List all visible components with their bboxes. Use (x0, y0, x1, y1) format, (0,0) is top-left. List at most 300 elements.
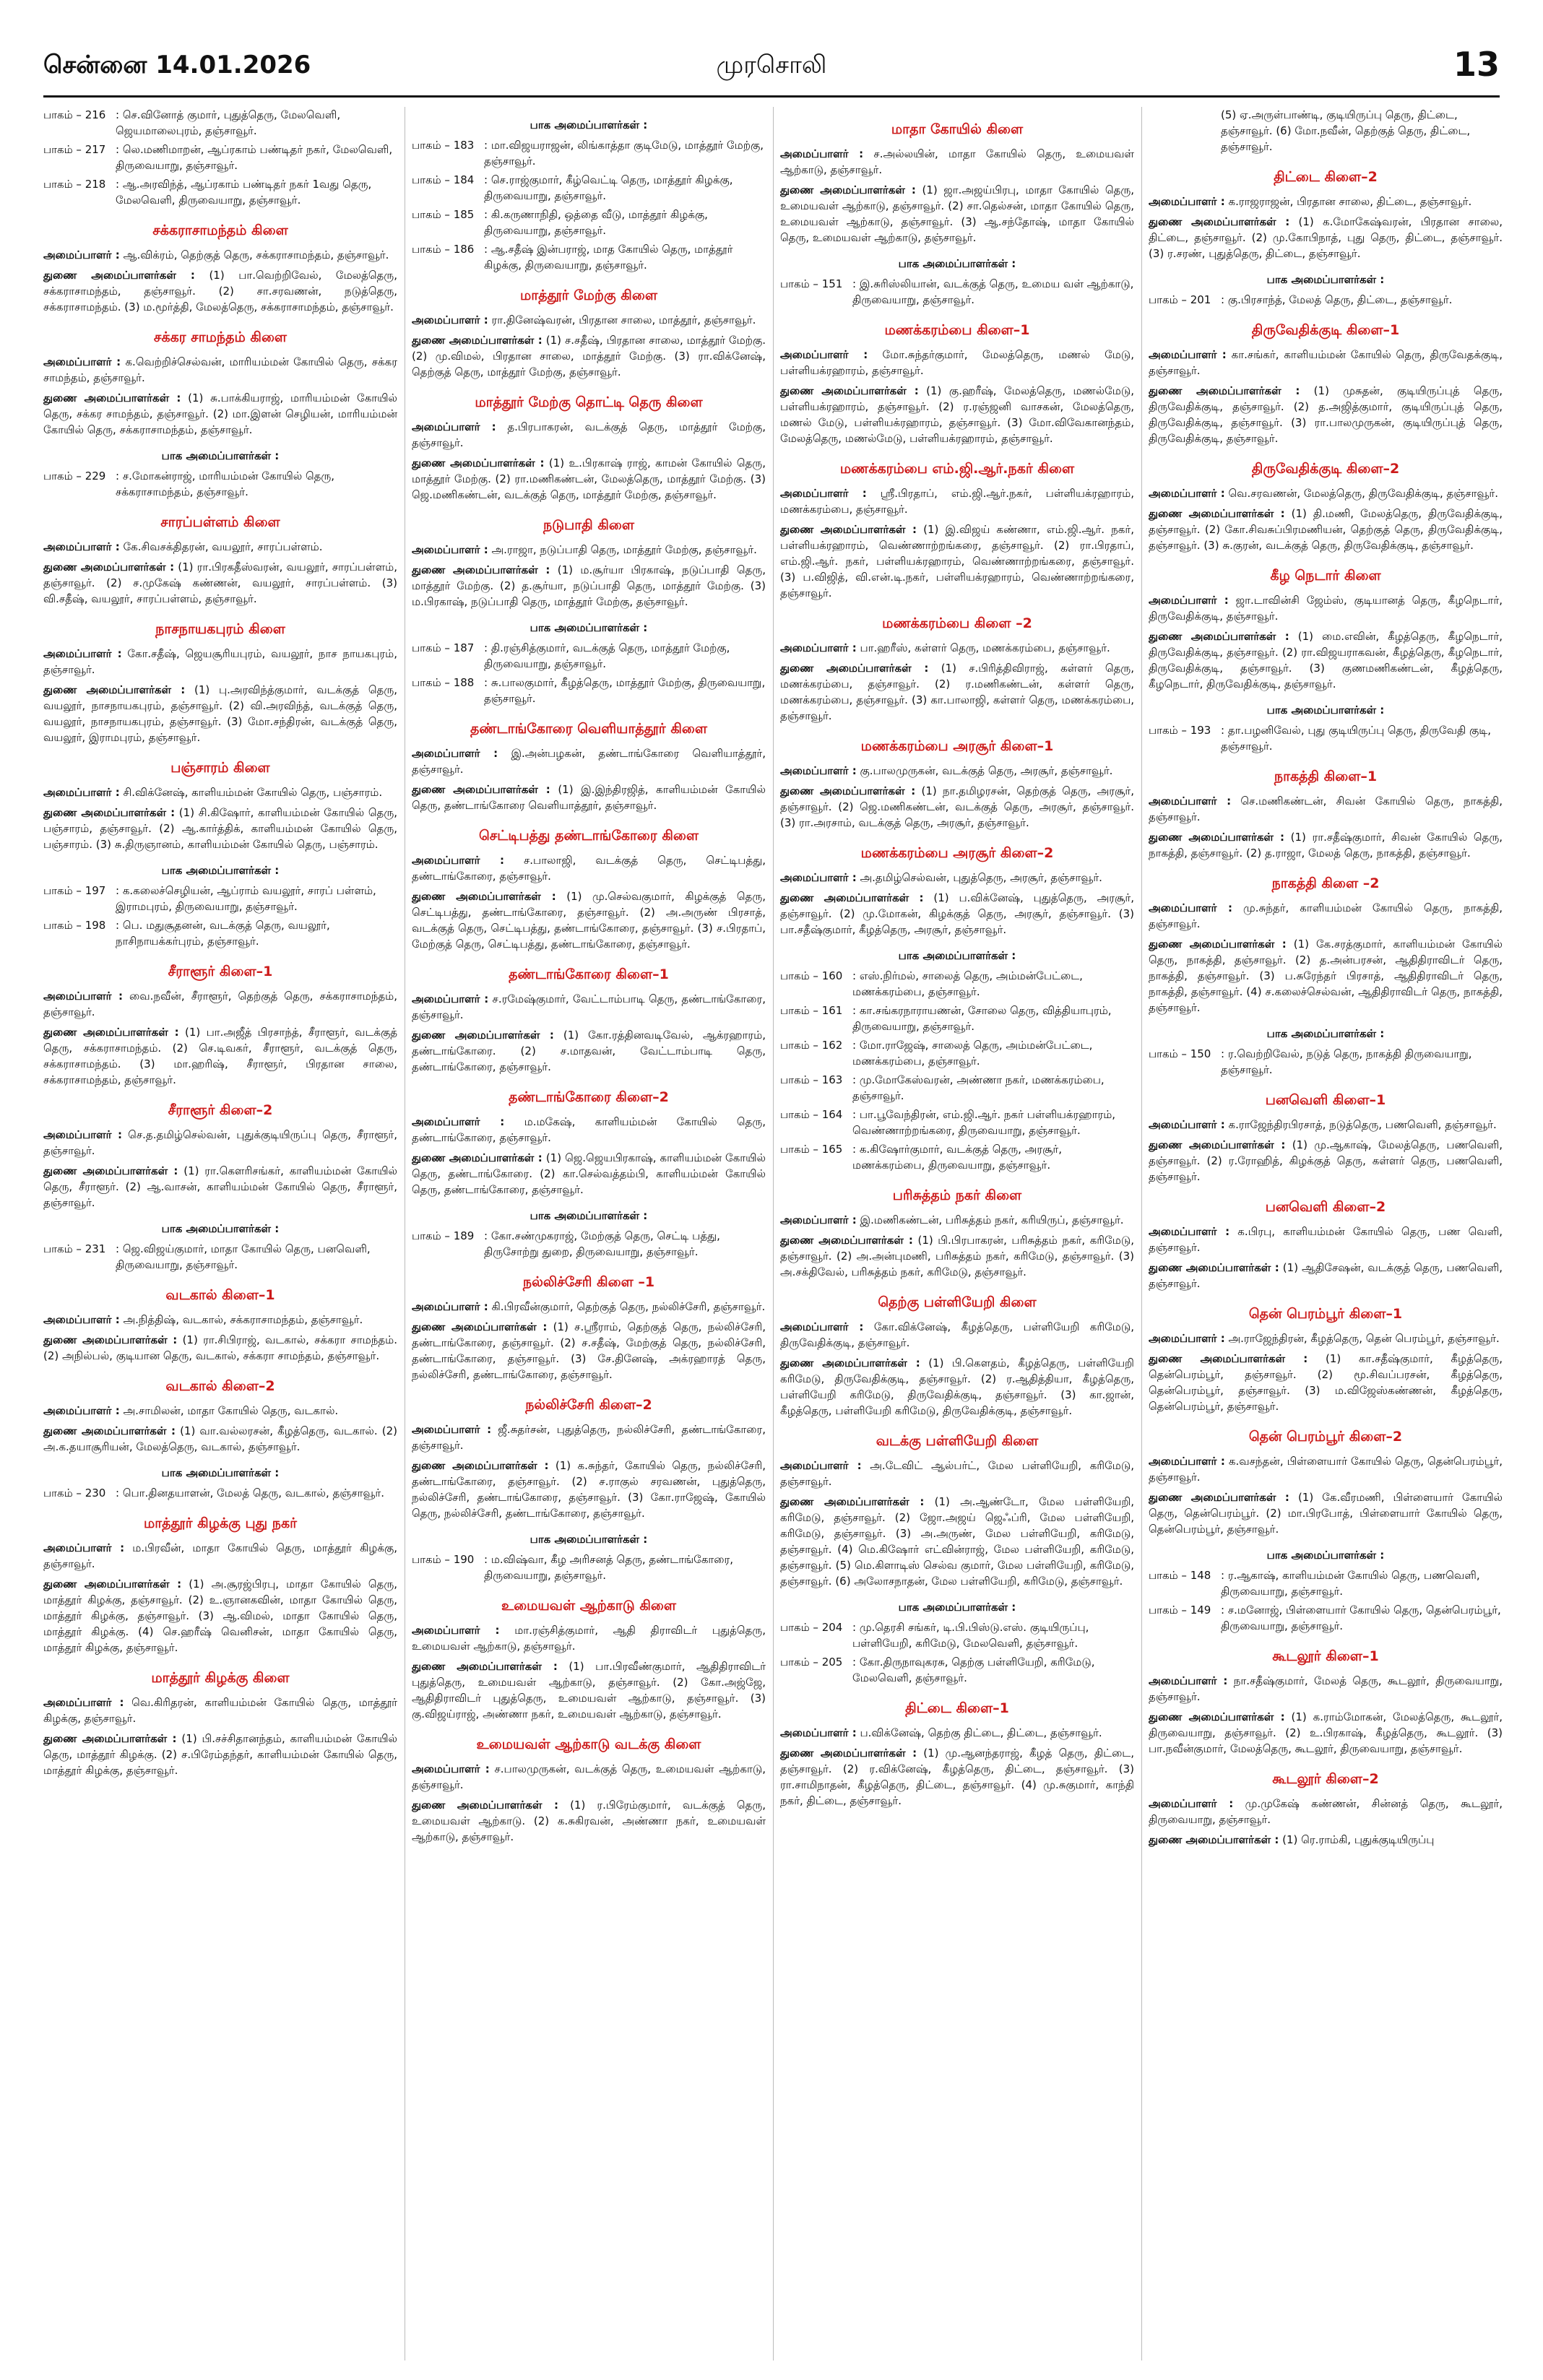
bagam-number: பாகம் – 161 (780, 1004, 843, 1017)
branch-title: மாத்தூர் மேற்கு தொட்டி தெரு கிளை (475, 394, 703, 410)
assistant-organizers (1149, 829, 1503, 861)
organizer-label: அமைப்பாளர் : (43, 1313, 120, 1326)
head-organizer (412, 542, 766, 558)
bagam-entry (43, 176, 397, 208)
bagam-heading: பாக அமைப்பாளர்கள் : (161, 1466, 280, 1479)
assistants-label: துணை அமைப்பாளர்கள் : (43, 391, 181, 404)
bagam-entry (780, 1037, 1134, 1069)
branch-title: மாதா கோயில் கிளை (891, 121, 1024, 137)
organizer-label: அமைப்பாளர் : (780, 487, 867, 500)
branch-block (1149, 1427, 1503, 1537)
organizer-name: மோ.சுந்தர்குமார், மேலத்தெரு, மணல் மேடு, பள்ளியக்ரஹாரம், தஞ்சாவூர். (780, 348, 1134, 377)
assistants-label: துணை அமைப்பாளர்கள் : (780, 1495, 925, 1508)
branch-title: மணக்கரம்பை எம்.ஜி.ஆர்.நகர் கிளை (839, 461, 1075, 477)
branch-block (43, 758, 397, 852)
bagam-number: பாகம் – 164 (780, 1108, 843, 1121)
branch-title: வடக்கு பள்ளியேறி கிளை (876, 1433, 1039, 1449)
branch-block (43, 1669, 397, 1778)
branch-title: செட்டிபத்து தண்டாங்கோரை கிளை (478, 828, 699, 844)
assistants-names: (1) கோ.ரத்தினவடிவேல், ஆக்ரஹாரம், தண்டாங்கோரை. (2) ச.மாதவன், வேட்டாம்பாடி தெரு, தண்டாங்கோரை, தஞ்சாவூர். (412, 1029, 766, 1073)
organizer-label: அமைப்பாளர் : (412, 313, 488, 326)
bagam-member: : ஆ.சதீஷ் இன்பராஜ், மாத கோயில் தெரு, மாத்தூர் கிழக்கு, திருவையாறு, தஞ்சாவூர். (484, 243, 733, 272)
organizer-label: அமைப்பாளர் : (1149, 1674, 1228, 1687)
branch-block (1149, 1091, 1503, 1185)
organizer-label: அமைப்பாளர் : (780, 147, 864, 160)
organizer-label: அமைப்பாளர் : (780, 1213, 857, 1226)
organizer-name: செ.த.தமிழ்செல்வன், புதுக்குடியிருப்பு தெரு, சீராளூர், தஞ்சாவூர். (43, 1128, 397, 1157)
branch-title: கீழ நெடார் கிளை (1270, 568, 1381, 584)
head-organizer (780, 870, 1134, 886)
organizer-name: க.ராஜராஜன், பிரதான சாலை, திட்டை, தஞ்சாவூர். (1228, 195, 1472, 208)
branch-title: பனவெளி கிளை–2 (1265, 1199, 1386, 1215)
bagam-entry (412, 675, 766, 706)
branch-block (412, 393, 766, 503)
assistants-names: (1) கா.சதீஷ்குமார், கீழத்தெரு, தென்பெரம்பூர், தஞ்சாவூர். (2) மூ.சிவப்பரசன், கீழத்தெரு, தென்பெரம்பூர், தஞ்சாவூர். (3) ம.விஜேஸ்கண்ணன், கீழத்தெரு, தென்பெரம்பூர், தஞ்சாவூர். (1149, 1352, 1503, 1413)
assistants-names: (1) இ.விஜய் கண்ணா, எம்.ஜி.ஆர். நகர், பள்ளியக்ரஹாரம், வெண்ணாற்றங்கரை, தஞ்சாவூர். (2) ரா.பிரதாப், எம்.ஜி.ஆர். நகர், பள்ளியக்ரஹாரம், வெண்ணாற்றங்கரை, தஞ்சாவூர். (3) ப.விஜித், வி.என்.டி.நகர், பள்ளியக்ரஹாரம், வெண்ணாற்றங்கரை, தஞ்சாவூர். (780, 523, 1134, 600)
organizer-label: அமைப்பாளர் : (412, 1423, 492, 1436)
bagam-block (412, 117, 766, 273)
organizer-label: அமைப்பாளர் : (1149, 1118, 1225, 1131)
branch-title: நடுபாதி கிளை (543, 517, 635, 533)
organizer-name: கோ.விக்னேஷ், கீழத்தெரு, பள்ளியேறி கரிமேடு, திருவேதிக்குடி, தஞ்சாவூர். (780, 1320, 1134, 1349)
head-organizer (412, 1421, 766, 1453)
bagam-entry (780, 1072, 1134, 1104)
assistant-organizers (780, 890, 1134, 938)
bagam-number (1149, 107, 1221, 155)
organizer-name: அ.டேவிட் ஆல்பர்ட், மேல பள்ளியேறி, கரிமேடு, தஞ்சாவூர். (780, 1459, 1134, 1488)
head-organizer (780, 347, 1134, 378)
organizer-label: அமைப்பாளர் : (1149, 1455, 1225, 1468)
newspaper-name: முரசொலி (716, 51, 827, 79)
organizer-name: ப.விக்னேஷ், தெற்கு திட்டை, திட்டை, தஞ்சாவூர். (860, 1726, 1102, 1739)
head-organizer (43, 988, 397, 1020)
bagam-member: : கோ.திருநாவுகரசு, தெற்கு பள்ளியேறி, கரிமேடு, மேலவெளி, தஞ்சாவூர். (852, 1656, 1095, 1684)
organizer-label: அமைப்பாளர் : (43, 1128, 123, 1141)
assistants-names: (1) மு.ஆகாஷ், மேலத்தெரு, பணவெளி, தஞ்சாவூர். (2) ர.ரோஹித், கிழக்குத் தெரு, கள்ளர் தெரு, பணவெளி, தஞ்சாவூர். (1149, 1138, 1503, 1183)
organizer-label: அமைப்பாளர் : (1149, 901, 1232, 914)
assistant-organizers (412, 888, 766, 952)
bagam-entry (43, 142, 397, 173)
head-organizer (780, 485, 1134, 517)
bagam-block (780, 1599, 1134, 1686)
assistants-names: (1) சு.பாக்கியராஜ், மாரியம்மன் கோயில் தெரு, சக்கர சாமந்தம், தஞ்சாவூர். (2) மா.இளன் செழியன், மாரியம்மன் கோயில் தெரு, சக்கராசாமந்தம், தஞ்சாவூர். (43, 391, 397, 436)
assistants-label: துணை அமைப்பாளர்கள் : (1149, 507, 1285, 520)
head-organizer (780, 146, 1134, 178)
branch-block (412, 1596, 766, 1722)
assistants-names: (1) ஜெ.ஜெயபிரகாஷ், காளியம்மன் கோயில் தெரு, தண்டாங்கோரை. (2) கா.செல்வத்தம்பி, காளியம்மன் கோயில் தெரு, தண்டாங்கோரை, தஞ்சாவூர். (412, 1151, 766, 1196)
organizer-name: ஸ்ரீ.பிரதாப், எம்.ஜி.ஆர்.நகர், பள்ளியக்ரஹாரம், மணக்கரம்பை, தஞ்சாவூர். (780, 487, 1134, 516)
organizer-name: அ.ராஜா, நடுப்பாதி தெரு, மாத்தூர் மேற்கு, தஞ்சாவூர். (491, 543, 757, 556)
assistant-organizers (1149, 1137, 1503, 1185)
bagam-entry (43, 468, 397, 500)
bagam-number: பாகம் – 201 (1149, 293, 1211, 306)
head-organizer (780, 763, 1134, 779)
header-rule (43, 95, 1500, 98)
bagam-number: பாகம் – 151 (780, 277, 843, 290)
organizer-label: அமைப்பாளர் : (412, 992, 489, 1005)
assistants-names: (1) ஜா.அஜய்பிரபு, மாதா கோயில் தெரு, உமையவள் ஆற்காடு, தஞ்சாவூர். (2) சா.தெல்சன், மாதா கோயில் தெரு, உமையவள் ஆற்காடு, தஞ்சாவூர். (3) ஆ.சந்தோஷ், மாதா கோயில் தெரு, உமையவள் ஆற்காடு, தஞ்சாவூர். (780, 183, 1134, 244)
organizer-name: த.பிரபாகரன், வடக்குத் தெரு, மாத்தூர் மேற்கு, தஞ்சாவூர். (412, 420, 766, 449)
assistant-organizers (1149, 1260, 1503, 1291)
bagam-member: : ம.விஷ்வா, கீழ அரிசனத் தெரு, தண்டாங்கோரை, திருவையாறு, தஞ்சாவூர். (484, 1553, 733, 1582)
assistants-label: துணை அமைப்பாளர்கள் : (780, 1356, 920, 1369)
organizer-name: செ.மணிகண்டன், சிவன் கோயில் தெரு, நாகத்தி, தஞ்சாவூர். (1149, 795, 1503, 823)
head-organizer (43, 646, 397, 678)
organizer-label: அமைப்பாளர் : (412, 1115, 505, 1128)
assistants-label: துணை அமைப்பாளர்கள் : (412, 1029, 554, 1042)
branch-title: தெற்கு பள்ளியேறி கிளை (878, 1294, 1037, 1310)
branch-block (43, 221, 397, 315)
organizer-label: அமைப்பாளர் : (1149, 195, 1225, 208)
organizer-name: அ.ராஜேந்திரன், கீழத்தெரு, தென் பெரம்பூர், தஞ்சாவூர். (1228, 1332, 1500, 1345)
organizer-label: அமைப்பாளர் : (412, 1624, 500, 1637)
assistants-label: துணை அமைப்பாளர்கள் : (412, 1459, 549, 1472)
head-organizer (43, 784, 397, 800)
assistant-organizers (43, 1332, 397, 1364)
assistants-names: (1) ரா.சதீஷ்குமார், சிவன் கோயில் தெரு, நாகத்தி, தஞ்சாவூர். (2) த.ராஜா, மேலத் தெரு, நாகத்தி, தஞ்சாவூர். (1149, 831, 1503, 860)
branch-title: திட்டை கிளை–2 (1274, 169, 1378, 185)
bagam-entry (412, 137, 766, 169)
assistants-names: (1) அ.ஆண்டோ, மேல பள்ளியேறி, கரிமேடு, தஞ்சாவூர். (2) ஜோ.அஜய் ஜெஃப்ரி, மேல பள்ளியேறி, கரிமேடு, தஞ்சாவூர். (3) அ.அருண், மேல பள்ளியேறி, கரிமேடு, தஞ்சாவூர். (4) மெ.கிஷோர் எட்வின்ராஜ், மேல பள்ளியேறி, கரிமேடு, தஞ்சாவூர். (5) மெ.கிளாடிஸ் செல்வ குமார், மேல பள்ளியேறி, கரிமேடு, தஞ்சாவூர். (6) அலோசநாதன், மேல பள்ளியேறி, கரிமேடு, தஞ்சாவூர். (780, 1495, 1134, 1588)
organizer-name: ச.ரமேஷ்குமார், வேட்டாம்பாடி தெரு, தண்டாங்கோரை, தஞ்சாவூர். (412, 992, 766, 1021)
page-number: 13 (1453, 45, 1500, 84)
bagam-block (43, 1221, 397, 1273)
branch-block (780, 1186, 1134, 1280)
head-organizer (780, 1458, 1134, 1489)
organizer-name: வெ.கிரிதரன், காளியம்மன் கோயில் தெரு, மாத்தூர் கிழக்கு, தஞ்சாவூர். (43, 1696, 397, 1725)
organizer-label: அமைப்பாளர் : (412, 420, 496, 433)
bagam-member: : ச.மனோஜ், பிள்ளையார் கோயில் தெரு, தென்பெரம்பூர், திருவையாறு, தஞ்சாவூர். (1221, 1604, 1501, 1632)
bagam-number: பாகம் – 231 (43, 1242, 106, 1255)
bagam-member: : பெ. மதுசூதனன், வடக்குத் தெரு, வயலூர், நாசிநாயக்கர்புரம், தஞ்சாவூர். (116, 919, 330, 948)
branch-block (412, 1273, 766, 1382)
branch-block (1149, 1198, 1503, 1291)
branch-block (43, 1377, 397, 1455)
branch-block (780, 1699, 1134, 1809)
branch-title: நல்லிச்சேரி கிளை–2 (525, 1397, 652, 1413)
branch-block (780, 459, 1134, 601)
bagam-member: : ஜெ.விஜய்குமார், மாதா கோயில் தெரு, பனவெளி, திருவையாறு, தஞ்சாவூர். (116, 1242, 371, 1271)
head-organizer (43, 1312, 397, 1328)
assistants-names: (1) வா.வல்லரசன், கீழத்தெரு, வடகால். (2) அ.க.தயாசூரியன், மேலத்தெரு, வடகால், தஞ்சாவூர். (43, 1424, 397, 1453)
assistant-organizers (412, 332, 766, 380)
head-organizer (1149, 1796, 1503, 1827)
assistants-names: (1) கே.சரத்குமார், காளியம்மன் கோயில் தெரு, நாகத்தி, தஞ்சாவூர். (2) த.அன்பரசன், ஆதிதிராவிடர் தெரு, நாகத்தி, தஞ்சாவூர். (3) ப.சுரேந்தர் பிரசாத், ஆதிதிராவிடர் தெரு, நாகத்தி, தஞ்சாவூர். (4) ச.கலைச்செல்வன், ஆதிதிராவிடர் தெரு, நாகத்தி, தஞ்சாவூர். (1149, 938, 1503, 1014)
head-organizer (412, 1761, 766, 1793)
assistants-label: துணை அமைப்பாளர்கள் : (43, 1424, 176, 1437)
assistants-names: (1) நா.தமிழரசன், தெற்குத் தெரு, அரசூர், தஞ்சாவூர். (2) ஜெ.மணிகண்டன், வடக்குத் தெரு, அரசூர், தஞ்சாவூர். (3) ரா.அரசாம், வடக்குத் தெரு, அரசூர், தஞ்சாவூர். (780, 784, 1134, 829)
assistants-label: துணை அமைப்பாளர்கள் : (780, 183, 916, 196)
branch-title: உமையவள் ஆற்காடு கிளை (501, 1598, 677, 1614)
organizer-name: அ.நித்திஷ், வடகால், சக்கராசாமந்தம், தஞ்சாவூர். (123, 1313, 363, 1326)
head-organizer (43, 1540, 397, 1572)
bagam-member: : செ.வினோத் குமார், புதுத்தெரு, மேலவெளி, ஜெயமாலைபுரம், தஞ்சாவூர். (116, 108, 341, 137)
assistants-label: துணை அமைப்பாளர்கள் : (43, 683, 186, 696)
organizer-name: வை.நவீன், சீராளூர், தெற்குத் தெரு, சக்கராசாமந்தம், தஞ்சாவூர். (43, 990, 397, 1018)
branch-block (43, 513, 397, 607)
assistants-names: (1) சி.கிஷோர், காளியம்மன் கோயில் தெரு, பஞ்சாரம், தஞ்சாவூர். (2) ஆ.கார்த்திக், காளியம்மன் கோயில் தெரு, பஞ்சாரம். (3) சு.திருஞானம், காளியம்மன் கோயில் தெரு, பஞ்சாரம். (43, 806, 397, 851)
assistants-label: துணை அமைப்பாளர்கள் : (1149, 630, 1289, 643)
column-1 (43, 107, 397, 2360)
bagam-entry (1149, 1567, 1503, 1599)
branch-block (780, 737, 1134, 831)
branch-title: பனவெளி கிளை–1 (1265, 1092, 1386, 1108)
assistants-label: துணை அமைப்பாளர்கள் : (43, 806, 176, 819)
assistant-organizers (412, 455, 766, 503)
bagam-entry (412, 241, 766, 273)
organizer-label: அமைப்பாளர் : (1149, 487, 1225, 500)
assistants-names: (1) ச.ஸ்ரீராம், தெற்குத் தெரு, நல்லிச்சேரி, தண்டாங்கோரை, தஞ்சாவூர். (2) ச.சதீஷ், மேற்குத் தெரு, நல்லிச்சேரி, தண்டாங்கோரை, தஞ்சாவூர். (3) சே.தினேஷ், அக்ரஹாரத் தெரு, நல்லிச்சேரி, தண்டாங்கோரை, தஞ்சாவூர். (412, 1320, 766, 1381)
head-organizer (412, 852, 766, 884)
assistants-names: (1) கு.ஹரீஷ், மேலத்தெரு, மணல்மேடு, பள்ளியக்ரஹாரம், தஞ்சாவூர். (2) ர.ரஞ்ஜனி வாசகன், மேலத்தெரு, மணல் மேடு, பள்ளியக்ரஹாரம், தஞ்சாவூர். (3) மோ.விவேகானந்தம், மேலத்தெரு, மணல்மேடு, பள்ளியக்ரஹாரம், தஞ்சாவூர். (780, 384, 1134, 445)
organizer-name: கி.பிரவீன்குமார், தெற்குத் தெரு, நல்லிச்சேரி, தஞ்சாவூர். (491, 1300, 766, 1313)
branch-title: மணக்கரம்பை கிளை –2 (882, 615, 1032, 631)
bagam-block (412, 620, 766, 706)
assistants-names: (1) ம.சூர்யா பிரகாஷ், நடுப்பாதி தெரு, மாத்தூர் மேற்கு. (2) த.சூர்யா, நடுப்பாதி தெரு, மாத்தூர் மேற்கு. (3) ம.பிரகாஷ், நடுப்பாதி தெரு, மாத்தூர் மேற்கு, தஞ்சாவூர். (412, 563, 766, 608)
bagam-heading: பாக அமைப்பாளர்கள் : (530, 1533, 648, 1546)
assistant-organizers (1149, 1832, 1503, 1848)
branch-block (1149, 874, 1503, 1016)
branch-title: பரிசுத்தம் நகர் கிளை (892, 1187, 1022, 1203)
organizer-label: அமைப்பாளர் : (780, 1320, 864, 1333)
assistants-names: (1) பி.கௌதம், கீழத்தெரு, பள்ளியேறி கரிமேடு, திருவேதிக்குடி, தஞ்சாவூர். (2) ர.ஆதித்தியா, கீழத்தெரு, பள்ளியேறி கரிமேடு, திருவேதிக்குடி, தஞ்சாவூர். (3) கா.ஜான், கீழத்தெரு, பள்ளியேறி கரிமேடு, திருவேதிக்குடி, தஞ்சாவூர். (780, 1356, 1134, 1417)
branch-title: திருவேதிக்குடி கிளை–1 (1251, 322, 1400, 338)
bagam-block (43, 107, 397, 208)
assistants-label: துணை அமைப்பாளர்கள் : (780, 1747, 917, 1760)
bagam-member: : மு.தெரசி சங்கர், டி.பி.பிஸ்டு.எஸ். குடியிருப்பு, பள்ளியேறி, கரிமேடு, மேலவெளி, தஞ்சாவூர். (852, 1621, 1089, 1650)
bagam-member: (5) ஏ.அருள்பாண்டி, குடியிருப்பு தெரு, திட்டை, தஞ்சாவூர். (6) மோ.நவீன், தெற்குத் தெரு, திட்டை, தஞ்சாவூர். (1221, 108, 1471, 153)
organizer-label: அமைப்பாளர் : (1149, 1225, 1230, 1238)
head-organizer (412, 1299, 766, 1315)
bagam-member: : சு.பாலகுமார், கீழத்தெரு, மாத்தூர் மேற்கு, திருவையாறு, தஞ்சாவூர். (484, 676, 766, 705)
head-organizer (412, 419, 766, 451)
branch-block (1149, 168, 1503, 261)
bagam-number: பாகம் – 186 (412, 243, 475, 256)
assistants-names: (1) ப.விக்னேஷ், புதுத்தெரு, அரசூர், தஞ்சாவூர். (2) மு.மோகன், கிழக்குத் தெரு, அரசூர், தஞ்சாவூர். (3) பா.சதீஷ்குமார், கீழத்தெரு, அரசூர், தஞ்சாவூர். (780, 891, 1134, 936)
branch-title: நாசநாயகபுரம் கிளை (155, 621, 285, 637)
organizer-name: இ.மணிகண்டன், பரிசுத்தம் நகர், கரியிருப், தஞ்சாவூர். (860, 1213, 1124, 1226)
branch-title: திட்டை கிளை–1 (905, 1700, 1009, 1716)
assistant-organizers (43, 1024, 397, 1088)
bagam-heading: பாக அமைப்பாளர்கள் : (161, 449, 280, 462)
organizer-name: வெ.சரவணன், மேலத்தெரு, திருவேதிக்குடி, தஞ்சாவூர். (1228, 487, 1499, 500)
head-organizer (1149, 1673, 1503, 1705)
branch-block (780, 120, 1134, 246)
branch-title: தண்டாங்கோரை வெளியாத்தூர் கிளை (470, 721, 708, 737)
assistants-label: துணை அமைப்பாளர்கள் : (412, 1151, 543, 1164)
assistants-names: (1) ரா.கௌரிசங்கர், காளியம்மன் கோயில் தெரு, சீராளூர். (2) ஆ.வாசன், காளியம்மன் கோயில் தெரு, சீராளூர், தஞ்சாவூர். (43, 1164, 397, 1209)
head-organizer (412, 312, 766, 328)
organizer-label: அமைப்பாளர் : (43, 355, 121, 368)
bagam-entry (1149, 722, 1503, 754)
organizer-label: அமைப்பாளர் : (780, 1726, 857, 1739)
branch-title: தண்டாங்கோரை கிளை–1 (509, 966, 669, 982)
assistants-names: (1) க.சுந்தர், கோயில் தெரு, நல்லிச்சேரி, தண்டாங்கோரை, தஞ்சாவூர். (2) ச.ராகுல் சரவணன், புதுத்தெரு, நல்லிச்சேரி, தண்டாங்கோரை, தஞ்சாவூர். (3) கோ.ராஜேஷ், கோயில் தெரு, நல்லிச்சேரி, தண்டாங்கோரை, தஞ்சாவூர். (412, 1459, 766, 1520)
bagam-block (1149, 1547, 1503, 1634)
organizer-name: ச.அல்லயின், மாதா கோயில் தெரு, உமையவள் ஆற்காடு, தஞ்சாவூர். (780, 147, 1134, 176)
bagam-member: : மா.விஜயராஜன், லிங்காத்தா குடிமேடு, மாத்தூர் மேற்கு, தஞ்சாவூர். (484, 139, 764, 168)
organizer-label: அமைப்பாளர் : (780, 348, 868, 361)
organizer-name: கே.சிவசக்திதரன், வயலூர், சாரப்பள்ளம். (123, 540, 323, 553)
organizer-name: பா.ஹரீஸ், கள்ளர் தெரு, மணக்கரம்பை, தஞ்சாவூர். (860, 641, 1110, 654)
assistant-organizers (780, 783, 1134, 831)
branch-block (780, 1293, 1134, 1419)
head-organizer (43, 247, 397, 263)
assistant-organizers (43, 805, 397, 852)
assistants-names: (1) ஆதிசேஷன், வடக்குத் தெரு, பணவெளி, தஞ்சாவூர். (1149, 1261, 1503, 1290)
assistants-label: துணை அமைப்பாளர்கள் : (43, 561, 175, 574)
bagam-heading: பாக அமைப்பாளர்கள் : (530, 1209, 648, 1222)
bagam-entry (780, 1654, 1134, 1686)
bagam-heading: பாக அமைப்பாளர்கள் : (898, 257, 1016, 270)
assistant-organizers (412, 1797, 766, 1845)
organizer-name: ரா.தினேஷ்வரன், பிரதான சாலை, மாத்தூர், தஞ்சாவூர். (491, 313, 756, 326)
assistant-organizers (780, 1355, 1134, 1419)
organizer-label: அமைப்பாளர் : (780, 1459, 862, 1472)
organizer-label: அமைப்பாளர் : (412, 747, 498, 760)
organizer-name: நா.சதீஷ்குமார், மேலத் தெரு, கூடலூர், திருவையாறு, தஞ்சாவூர். (1149, 1674, 1503, 1703)
branch-title: நாகத்தி கிளை –2 (1271, 875, 1380, 891)
organizer-name: ஜா.டாவின்சி ஜேம்ஸ், குடியானத் தெரு, கீழநெடார், திருவேதிக்குடி, தஞ்சாவூர். (1149, 594, 1503, 623)
branch-block (1149, 321, 1503, 446)
bagam-number: பாகம் – 229 (43, 469, 106, 483)
assistant-organizers (1149, 1489, 1503, 1537)
organizer-label: அமைப்பாளர் : (43, 248, 120, 261)
organizer-label: அமைப்பாளர் : (43, 990, 123, 1003)
organizer-label: அமைப்பாளர் : (43, 647, 122, 660)
branch-title: மாத்தூர் கிழக்கு புது நகர் (143, 1515, 298, 1531)
branch-title: பஞ்சாரம் கிளை (170, 760, 270, 776)
assistants-names: (1) உ.பிரகாஷ் ராஜ், காமன் கோயில் தெரு, மாத்தூர் மேற்கு. (2) ரா.மணிகண்டன், மேலத்தெரு, மாத்தூர் மேற்கு. (3) ஜெ.மணிகண்டன், வடக்குத் தெரு, மாத்தூர் மேற்கு, தஞ்சாவூர். (412, 456, 766, 501)
branch-block (1149, 1770, 1503, 1848)
organizer-label: அமைப்பாளர் : (412, 543, 488, 556)
organizer-label: அமைப்பாளர் : (412, 1762, 490, 1775)
branch-title: மாத்தூர் மேற்கு கிளை (520, 287, 657, 303)
bagam-block (43, 862, 397, 949)
branch-block (43, 1514, 397, 1656)
bagam-member: : ச.மோகன்ராஜ், மாரியம்மன் கோயில் தெரு, சக்கராசாமந்தம், தஞ்சாவூர். (116, 469, 335, 498)
organizer-name: கோ.சதீஷ், ஜெயசூரியபுரம், வயலூர், நாச நாயகபுரம், தஞ்சாவூர். (43, 647, 397, 676)
branch-title: சாரப்பள்ளம் கிளை (160, 514, 280, 530)
assistants-label: துணை அமைப்பாளர்கள் : (43, 1578, 182, 1591)
organizer-label: அமைப்பாளர் : (43, 786, 120, 799)
head-organizer (1149, 793, 1503, 825)
organizer-name: ம.மகேஷ், காளியம்மன் கோயில் தெரு, தண்டாங்கோரை, தஞ்சாவூர். (412, 1115, 766, 1144)
column-divider (773, 107, 774, 2360)
organizer-name: ஆ.விக்ரம், தெற்குத் தெரு, சக்கராசாமந்தம், தஞ்சாவூர். (123, 248, 389, 261)
bagam-heading: பாக அமைப்பாளர்கள் : (1266, 273, 1385, 286)
masthead (43, 45, 1500, 88)
assistants-names: (1) பி.சச்சிதானந்தம், காளியம்மன் கோயில் தெரு, மாத்தூர் கிழக்கு. (2) ச.பிரேம்தந்தர், காளியம்மன் கோயில் தெரு, மாத்தூர் கிழக்கு, தஞ்சாவூர். (43, 1732, 397, 1777)
bagam-number: பாகம் – 230 (43, 1487, 106, 1500)
bagam-entry (780, 1619, 1134, 1651)
organizer-name: இ.அன்பழகன், தண்டாங்கோரை வெளியாத்தூர், தஞ்சாவூர். (412, 747, 766, 776)
assistants-names: (1) பா.அஜீத் பிரசாந்த், சீராளூர், வடக்குத் தெரு, சக்கராசாமந்தம். (2) செ.டிவகர், சீராளூர், வடக்குத் தெரு, சக்கராசாமந்தம். (3) மா.ஹரிஷ், சீராளூர், பிரதான சாலை, சக்கராசாமந்தம், தஞ்சாவூர். (43, 1026, 397, 1086)
head-organizer (780, 1319, 1134, 1351)
head-organizer (1149, 347, 1503, 378)
bagam-entry (1149, 107, 1503, 155)
bagam-heading: பாக அமைப்பாளர்கள் : (1266, 1549, 1385, 1562)
bagam-member: : மு.மோகேஸ்வரன், அண்ணா நகர், மணக்கரம்பை, தஞ்சாவூர். (852, 1073, 1105, 1102)
bagam-member: : மோ.ராஜேஷ், சாலைத் தெரு, அம்மன்பேட்டை, மணக்கரம்பை, தஞ்சாவூர். (852, 1039, 1093, 1068)
organizer-name: மா.ரஞ்சித்குமார், ஆதி திராவிடர் புதுத்தெரு, உமையவள் ஆற்காடு, தஞ்சாவூர். (412, 1624, 766, 1653)
branch-block (412, 965, 766, 1075)
branch-block (43, 1101, 397, 1211)
assistants-label: துணை அமைப்பாளர்கள் : (1149, 1352, 1308, 1365)
assistants-label: துணை அமைப்பாளர்கள் : (412, 563, 550, 576)
branch-title: சக்கர சாமந்தம் கிளை (153, 329, 288, 345)
branch-title: திருவேதிக்குடி கிளை–2 (1251, 461, 1400, 477)
column-3 (780, 107, 1134, 2360)
bagam-heading: பாக அமைப்பாளர்கள் : (1266, 704, 1385, 717)
assistants-names: (1) க.மோகேஷ்வரன், பிரதான சாலை, திட்டை, தஞ்சாவூர். (2) மு.கோபிநாத், புது தெரு, திட்டை, தஞ்சாவூர். (3) ர.சரண், புதுத்தெரு, திட்டை, தஞ்சாவூர். (1149, 215, 1503, 260)
column-divider (1141, 107, 1142, 2360)
assistant-organizers (43, 390, 397, 438)
head-organizer (412, 1114, 766, 1146)
assistant-organizers (43, 682, 397, 745)
bagam-block (1149, 702, 1503, 754)
assistants-names: (1) ர.பிரேம்குமார், வடக்குத் தெரு, உமையவள் ஆற்காடு. (2) க.சுகிரவன், அண்ணா நகர், உமையவள் ஆற்காடு, தஞ்சாவூர். (412, 1799, 766, 1843)
head-organizer (1149, 1330, 1503, 1346)
bagam-entry (43, 1485, 397, 1501)
bagam-number: பாகம் – 189 (412, 1229, 475, 1242)
branch-title: தண்டாங்கோரை கிளை–2 (509, 1089, 669, 1105)
bagam-block (43, 448, 397, 500)
assistants-label: துணை அமைப்பாளர்கள் : (780, 384, 919, 397)
organizer-name: கா.சங்கர், காளியம்மன் கோயில் தெரு, திருவேதக்குடி, தஞ்சாவூர். (1149, 348, 1503, 377)
bagam-number: பாகம் – 187 (412, 641, 475, 654)
assistants-label: துணை அமைப்பாளர்கள் : (1149, 1261, 1279, 1274)
assistant-organizers (43, 1576, 397, 1656)
assistants-label: துணை அமைப்பாளர்கள் : (1149, 1710, 1285, 1723)
organizer-name: ச.பாலாஜி, வடக்குத் தெரு, செட்டிபத்து, தண்டாங்கோரை, தஞ்சாவூர். (412, 854, 766, 883)
head-organizer (780, 640, 1134, 656)
head-organizer (43, 539, 397, 555)
assistants-names: (1) தி.மணி, மேலத்தெரு, திருவேதிக்குடி, தஞ்சாவூர். (2) கோ.சிவசுப்பிரமணியன், தெற்குத் தெரு, திருவேதிக்குடி, தஞ்சாவூர். (3) சு.குரன், வடக்குத் தெரு, திருவேதிக்குடி, தஞ்சாவூர். (1149, 507, 1503, 552)
column-4 (1149, 107, 1503, 2360)
assistant-organizers (412, 1319, 766, 1382)
head-organizer (412, 991, 766, 1023)
bagam-block (43, 1465, 397, 1501)
assistant-organizers (412, 782, 766, 813)
bagam-heading: பாக அமைப்பாளர்கள் : (1266, 1027, 1385, 1040)
assistant-organizers (1149, 1351, 1503, 1414)
bagam-number: பாகம் – 165 (780, 1143, 843, 1156)
bagam-entry (780, 968, 1134, 1000)
assistants-label: துணை அமைப்பாளர்கள் : (43, 1333, 178, 1346)
organizer-label: அமைப்பாளர் : (1149, 348, 1227, 361)
head-organizer (780, 1212, 1134, 1228)
branch-block (1149, 767, 1503, 861)
bagam-number: பாகம் – 185 (412, 208, 475, 221)
assistants-label: துணை அமைப்பாளர்கள் : (412, 1799, 558, 1812)
organizer-name: ச.பாலமுருகன், வடக்குத் தெரு, உமையவள் ஆற்காடு, தஞ்சாவூர். (412, 1762, 766, 1791)
organizer-label: அமைப்பாளர் : (412, 1300, 488, 1313)
assistants-names: (1) மு.செல்வகுமார், கிழக்குத் தெரு, செட்டிபத்து, தண்டாங்கோரை, தஞ்சாவூர். (2) அ.அருண் பிரசாத், வடக்குத் தெரு, செட்டிபத்து, தண்டாங்கோரை, தஞ்சாவூர். (3) ச.பிரதாப், மேற்குத் தெரு, செட்டிபத்து, தண்டாங்கோரை, தஞ்சாவூர். (412, 890, 766, 951)
bagam-entry (780, 1141, 1134, 1173)
bagam-number: பாகம் – 204 (780, 1621, 843, 1634)
organizer-label: அமைப்பாளர் : (43, 1541, 125, 1554)
assistants-label: துணை அமைப்பாளர்கள் : (780, 1234, 913, 1247)
assistant-organizers (780, 660, 1134, 724)
branch-title: நாகத்தி கிளை–1 (1274, 769, 1378, 784)
assistants-names: (1) பா.வெற்றிவேல், மேலத்தெரு, சக்கராசாமந்தம், தஞ்சாவூர். (2) சா.சரவணன், நடுத்தெரு, சக்கராசாமந்தம். (3) ம.மூர்த்தி, மேலத்தெரு, சக்கராசாமந்தம், தஞ்சாவூர். (43, 269, 397, 313)
organizer-label: அமைப்பாளர் : (43, 540, 120, 553)
organizer-name: ம.பிரவீன், மாதா கோயில் தெரு, மாத்தூர் கிழக்கு, தஞ்சாவூர். (43, 1541, 397, 1570)
assistants-names: (1) பி.பிரபாகரன், பரிசுத்தம் நகர், கரிமேடு, தஞ்சாவூர். (2) அ.அன்புமணி, பரிசுத்தம் நகர், கரிமேடு, தஞ்சாவூர். (3) அ.சக்திவேல், பரிசுத்தம் நகர், கரிமேடு, தஞ்சாவூர். (780, 1234, 1134, 1278)
bagam-member: : பொ.தினதயாளன், மேலத் தெரு, வடகால், தஞ்சாவூர். (116, 1487, 385, 1500)
bagam-block (1149, 107, 1503, 155)
